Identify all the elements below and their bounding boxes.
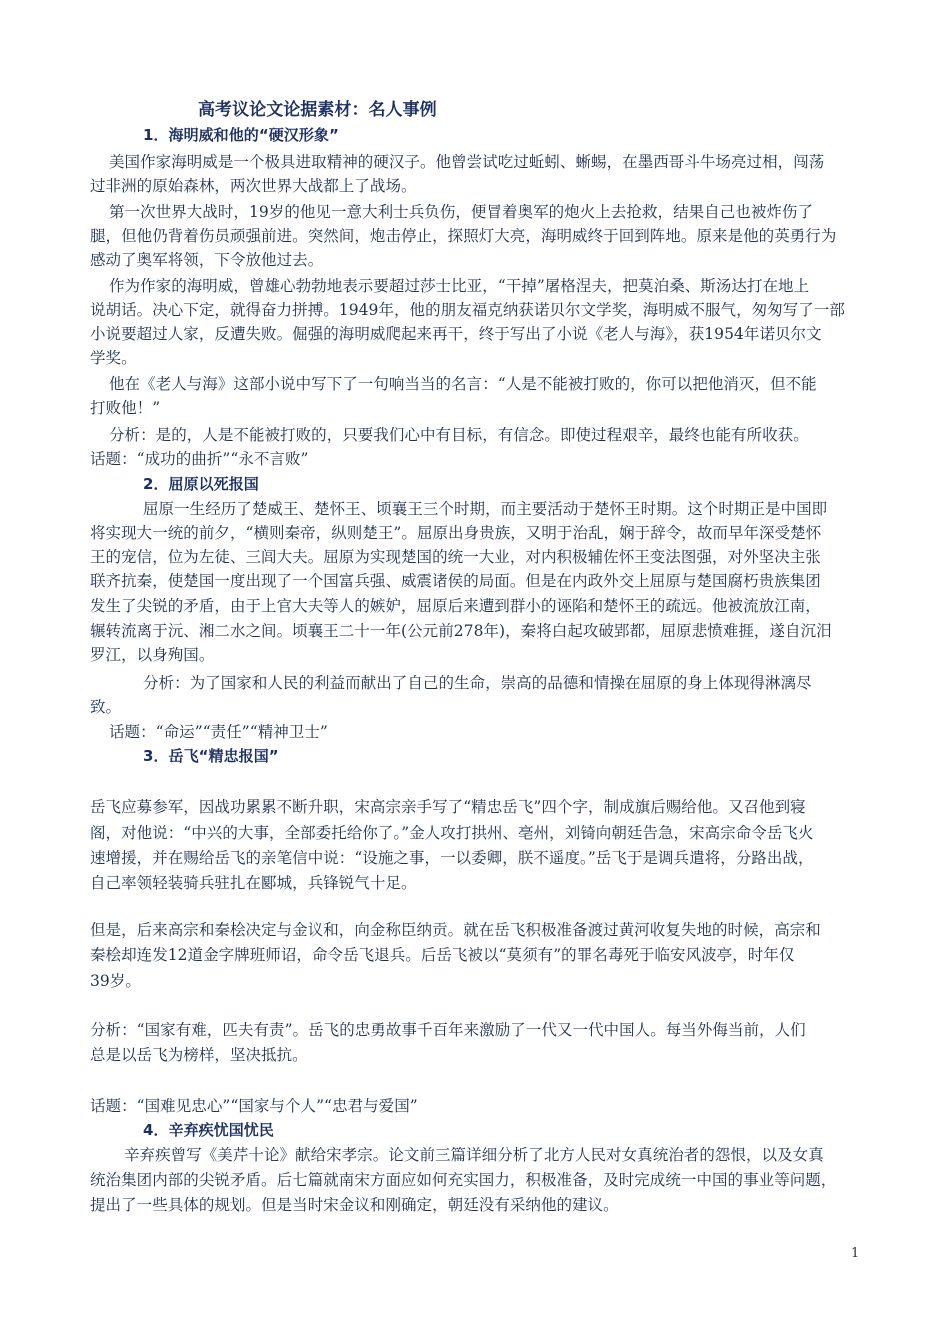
- section-1-line: 过非洲的原始森林，两次世界大战都上了战场。: [90, 177, 417, 195]
- section-3-line: 39岁。: [90, 972, 141, 990]
- section-1-line: 第一次世界大战时，19岁的他见一意大利士兵负伤，便冒着奥军的炮火上去抢救，结果自己也被炸伤了: [109, 203, 814, 221]
- section-1-line: 学奖。: [90, 349, 137, 367]
- section-3-line: 自己率领轻装骑兵驻扎在郾城，兵锋锐气十足。: [90, 874, 417, 892]
- section-2-line: 将实现大一统的前夕，“横则秦帝，纵则楚王”。屈原出身贵族，又明于治乱，娴于辞令，故而早年深受楚怀: [90, 524, 822, 542]
- section-1-line: 说胡话。决心下定，就得奋力拼搏。1949年，他的朋友福克纳获诺贝尔文学奖，海明威不服气，匆匆写了一部: [90, 301, 845, 319]
- section-2-analysis: 分析：为了国家和人民的利益而献出了自己的生命，崇高的品德和情操在屈原的身上体现得淋漓尽: [143, 674, 812, 692]
- section-1-line: 作为作家的海明威，曾雄心勃勃地表示要超过莎士比亚，“干掉”屠格涅夫，把莫泊桑、斯汤达打在地上: [109, 277, 810, 295]
- section-3-line: 速增援，并在赐给岳飞的亲笔信中说：“设施之事，一以委卿，朕不遥度。”岳飞于是调兵遣将，分路出战，: [90, 849, 814, 867]
- section-2-line: 屈原一生经历了楚威王、楚怀王、顷襄王三个时期，而主要活动于楚怀王时期。这个时期正是中国即: [143, 500, 828, 518]
- section-3-line: 总是以岳飞为榜样，坚决抵抗。: [90, 1046, 308, 1064]
- section-2-topics: 话题：“命运”“责任”“精神卫士”: [109, 723, 328, 741]
- page-number: 1: [851, 1246, 860, 1261]
- section-3-topics: 话题：“国难见忠心”“国家与个人”“忠君与爱国”: [90, 1097, 418, 1115]
- section-4-line: 辛弃疾曾写《美芹十论》献给宋孝宗。论文前三篇详细分析了北方人民对女真统治者的怨恨，以及女真: [124, 1146, 824, 1164]
- section-heading-4: 4．辛弃疾忧国忧民: [143, 1121, 274, 1139]
- section-3-line: 阁，对他说：“中兴的大事，全部委托给你了。”金人攻打拱州、亳州，刘锜向朝廷告急，宋高宗命令岳飞火: [90, 824, 814, 842]
- section-4-line: 统治集团内部的尖锐矛盾。后七篇就南宋方面应如何充实国力，积极准备，及时完成统一中国的事业等问题，: [90, 1171, 837, 1189]
- section-1-line: 美国作家海明威是一个极具进取精神的硬汉子。他曾尝试吃过蚯蚓、蜥蜴，在墨西哥斗牛场亮过相，闯荡: [109, 153, 825, 171]
- section-1-line: 打败他！”: [90, 399, 161, 417]
- section-2-line: 联齐抗秦，使楚国一度出现了一个国富兵强、威震诸侯的局面。但是在内政外交上屈原与楚国腐朽贵族集团: [90, 572, 821, 590]
- section-3-line: 岳飞应募参军，因战功累累不断升职，宋高宗亲手写了“精忠岳飞”四个字，制成旗后赐给他。又召他到寝: [90, 798, 806, 816]
- section-heading-2: 2．屈原以死报国: [143, 475, 259, 493]
- section-heading-3: 3．岳飞“精忠报国”: [143, 747, 279, 765]
- section-2-line: 王的宠信，位为左徒、三闾大夫。屈原为实现楚国的统一大业，对内积极辅佐怀王变法图强，对外坚决主张: [90, 548, 821, 566]
- page-title: 高考议论文论据素材：名人事例: [198, 100, 437, 120]
- section-3-line: 秦桧却连发12道金字牌班师诏，命令岳飞退兵。后岳飞被以“莫须有”的罪名毒死于临安风波亭，时年仅: [90, 946, 795, 964]
- section-2-line: 发生了尖锐的矛盾，由于上官大夫等人的嫉妒，屈原后来遭到群小的诬陷和楚怀王的疏远。他被流放江南，: [90, 597, 821, 615]
- section-2-line: 罗江，以身殉国。: [90, 646, 215, 664]
- section-1-line: 他在《老人与海》这部小说中写下了一句响当当的名言：“人是不能被打败的，你可以把他消灭，但不能: [109, 375, 817, 393]
- section-3-analysis: 分析：“国家有难，匹夫有责”。岳飞的忠勇故事千百年来激励了一代又一代中国人。每当外侮当前，人们: [90, 1021, 806, 1039]
- section-3-line: 但是，后来高宗和秦桧决定与金议和，向金称臣纳贡。就在岳飞积极准备渡过黄河收复失地的时候，高宗和: [90, 921, 821, 939]
- section-2-line: 辗转流离于沅、湘二水之间。顷襄王二十一年(公元前278年)，秦将白起攻破郢都，屈原悲愤难捱，遂自沉汨: [90, 622, 832, 640]
- section-4-line: 提出了一些具体的规划。但是当时宋金议和刚确定，朝廷没有采纳他的建议。: [90, 1196, 619, 1214]
- section-heading-1: 1．海明威和他的“硬汉形象”: [143, 126, 339, 144]
- section-2-line: 致。: [90, 698, 122, 716]
- section-1-topics: 话题：“成功的曲折”“永不言败”: [90, 450, 309, 468]
- section-1-line: 小说要超过人家，反遭失败。倔强的海明威爬起来再干，终于写出了小说《老人与海》，获1954年诺贝尔文: [90, 325, 822, 343]
- section-1-line: 感动了奥军将领，下令放他过去。: [90, 251, 324, 269]
- section-1-analysis: 分析：是的，人是不能被打败的，只要我们心中有目标，有信念。即使过程艰辛，最终也能有所收获。: [109, 426, 809, 444]
- section-1-line: 腿，但他仍背着伤员顽强前进。突然间，炮击停止，探照灯大亮，海明威终于回到阵地。原来是他的英勇行为: [90, 227, 837, 245]
